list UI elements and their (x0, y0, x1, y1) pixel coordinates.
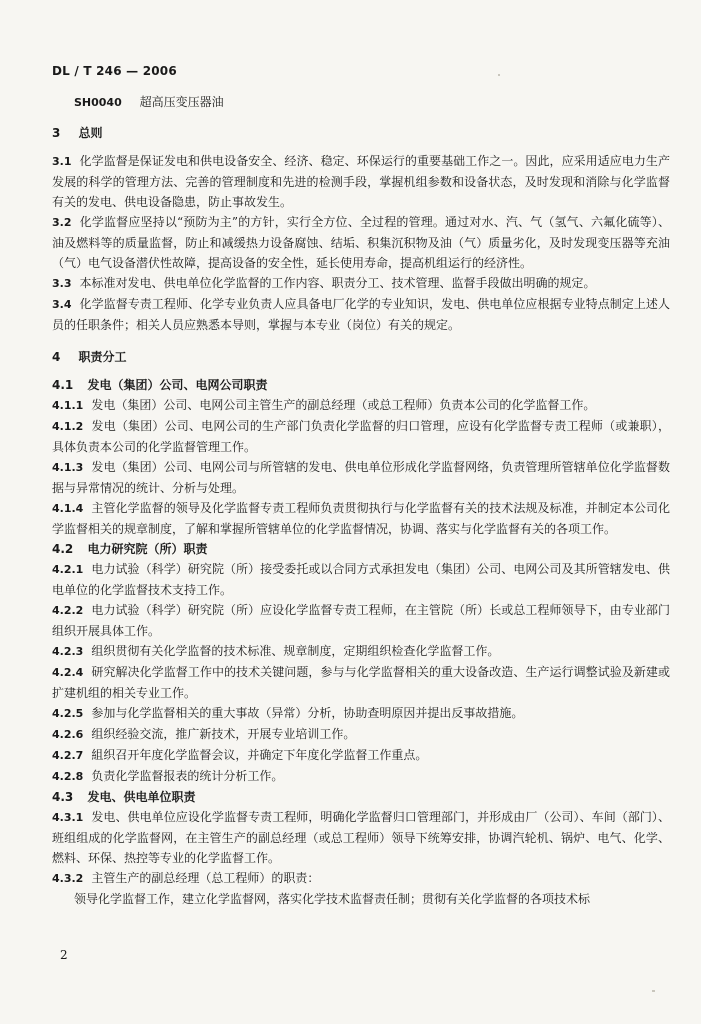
reference-title: 超高压变压器油 (139, 95, 224, 109)
clause-text: 主管生产的副总经理（总工程师）的职责： (91, 871, 320, 885)
clause-number: 4.1.4 (52, 502, 84, 515)
clause-text: 负责化学监督报表的统计分析工作。 (91, 769, 284, 783)
clause-number: 3.1 (52, 155, 72, 168)
clause-text: 化学监督是保证发电和供电设备安全、经济、稳定、环保运行的重要基础工作之一。因此，应采用适应电力生产发展的科学的管理方法、完善的管理制度和先进的检测手段，掌握机组参数和设备状态，及时发现和消除与化学监督有关的发电、供电设备隐患，防止事故发生。 (52, 154, 670, 209)
clause-text: 发电（集团）公司、电网公司的生产部门负责化学监督的归口管理，应设有化学监督专责工程师（或兼职），具体负责本公司的化学监督管理工作。 (52, 419, 670, 454)
document-content (52, 90, 670, 909)
clause-4-2-7 (52, 745, 670, 766)
clause-text: 化学监督应坚持以“预防为主”的方针，实行全方位、全过程的管理。通过对水、汽、气（氢气、六氟化硫等）、油及燃料等的质量监督，防止和减缓热力设备腐蚀、结垢、积集沉积物及油（气）质量劣化，及时发现变压器等充油（气）电气设备潜伏性故障，提高设备的安全性，延长使用寿命，提高机组运行的经济性。 (52, 215, 670, 270)
clause-4-1-4 (52, 498, 670, 539)
clause-4-2-5 (52, 703, 670, 724)
clause-text: 组织经验交流，推广新技术，开展专业培训工作。 (91, 727, 356, 741)
clause-4-2-8 (52, 766, 670, 787)
clause-number: 4.2.1 (52, 563, 84, 576)
section-3-number: 3 (52, 126, 61, 140)
reference-standard (52, 92, 670, 113)
clause-text: 主管化学监督的领导及化学监督专责工程师负责贯彻执行与化学监督有关的技术法规及标准，并制定本公司化学监督相关的规章制度，了解和掌握所管辖单位的化学监督情况，协调、落实与化学监督有关的各项工作。 (52, 501, 670, 536)
subsection-title: 发电、供电单位职责 (87, 790, 196, 804)
clause-4-2-6 (52, 724, 670, 745)
clause-number: 3.4 (52, 298, 72, 311)
clause-3-3 (52, 273, 670, 294)
clause-number: 4.2.2 (52, 604, 84, 617)
section-4-heading (52, 347, 670, 367)
subsection-title: 电力研究院（所）职责 (87, 542, 208, 556)
clause-4-3-1 (52, 807, 670, 868)
page-number: 2 (60, 948, 68, 962)
subsection-number: 4.1 (52, 378, 74, 392)
subsection-number: 4.3 (52, 790, 74, 804)
clause-4-2-3 (52, 641, 670, 662)
subsection-4-1-heading (52, 375, 670, 395)
clause-number: 4.1.1 (52, 399, 84, 412)
clause-text: 本标准对发电、供电单位化学监督的工作内容、职责分工、技术管理、监督手段做出明确的规定。 (79, 276, 596, 290)
scan-speck (652, 990, 655, 992)
document-code-header: DL / T 246 — 2006 (52, 64, 177, 78)
clause-4-1-1 (52, 395, 670, 416)
subsection-title: 发电（集团）公司、电网公司职责 (87, 378, 268, 392)
section-4-number: 4 (52, 350, 61, 364)
clause-number: 4.1.2 (52, 420, 84, 433)
subsection-number: 4.2 (52, 542, 74, 556)
reference-code: SH0040 (74, 96, 122, 109)
clause-text: 参加与化学监督相关的重大事故（异常）分析，协助查明原因并提出反事故措施。 (91, 706, 524, 720)
clause-number: 4.2.4 (52, 666, 84, 679)
clause-4-1-2 (52, 416, 670, 457)
clause-number: 4.3.1 (52, 811, 84, 824)
section-4-title: 职责分工 (78, 350, 127, 364)
clause-3-4 (52, 294, 670, 335)
subsection-4-2-heading (52, 539, 670, 559)
clause-number: 4.2.7 (52, 749, 84, 762)
subsection-4-3-heading (52, 787, 670, 807)
clause-number: 3.2 (52, 216, 72, 229)
clause-text: 发电（集团）公司、电网公司与所管辖的发电、供电单位形成化学监督网络，负责管理所管辖单位化学监督数据与异常情况的统计、分析与处理。 (52, 460, 670, 495)
clause-number: 4.2.5 (52, 707, 84, 720)
clause-text: 发电（集团）公司、电网公司主管生产的副总经理（或总工程师）负责本公司的化学监督工作。 (91, 398, 596, 412)
clause-number: 4.3.2 (52, 872, 84, 885)
clause-text: 化学监督专责工程师、化学专业负责人应具备电厂化学的专业知识，发电、供电单位应根据专业特点制定上述人员的任职条件；相关人员应熟悉本导则，掌握与本专业（岗位）有关的规定。 (52, 297, 670, 332)
clause-3-1 (52, 151, 670, 212)
clause-number: 4.2.3 (52, 645, 84, 658)
clause-text: 电力试验（科学）研究院（所）应设化学监督专责工程师，在主管院（所）长或总工程师领导下，由专业部门组织开展具体工作。 (52, 603, 670, 638)
clause-4-1-3 (52, 457, 670, 498)
clause-4-2-4 (52, 662, 670, 703)
clause-4-2-1 (52, 559, 670, 600)
clause-number: 4.2.8 (52, 770, 84, 783)
clause-number: 3.3 (52, 277, 72, 290)
clause-text: 电力试验（科学）研究院（所）接受委托或以合同方式承担发电（集团）公司、电网公司及其所管辖发电、供电单位的化学监督技术支持工作。 (52, 562, 670, 597)
clause-text: 組织召开年度化学监督会议，并确定下年度化学监督工作重点。 (91, 748, 428, 762)
clause-number: 4.2.6 (52, 728, 84, 741)
clause-text: 组织贯彻有关化学监督的技术标准、规章制度，定期组织检查化学监督工作。 (91, 644, 500, 658)
section-3-heading (52, 123, 670, 143)
section-3-title: 总则 (78, 126, 103, 140)
clause-4-3-2-detail: 领导化学监督工作，建立化学监督网，落实化学技术监督责任制；贯彻有关化学监督的各项技术标 (74, 892, 591, 906)
clause-4-2-2 (52, 600, 670, 641)
clause-number: 4.1.3 (52, 461, 84, 474)
scan-speck (498, 74, 500, 76)
clause-text: 研究解决化学监督工作中的技术关键问题，参与与化学监督相关的重大设备改造、生产运行调整试验及新建或扩建机组的相关专业工作。 (52, 665, 670, 700)
clause-3-2 (52, 212, 670, 273)
clause-4-3-2 (52, 868, 670, 889)
clause-text: 发电、供电单位应设化学监督专责工程师，明确化学监督归口管理部门，并形成由厂（公司）、车间（部门）、班组组成的化学监督网，在主管生产的副总经理（或总工程师）领导下统筹安排，协调汽轮机、锅炉、电气、化学、燃料、环保、热控等专业的化学监督工作。 (52, 810, 670, 865)
